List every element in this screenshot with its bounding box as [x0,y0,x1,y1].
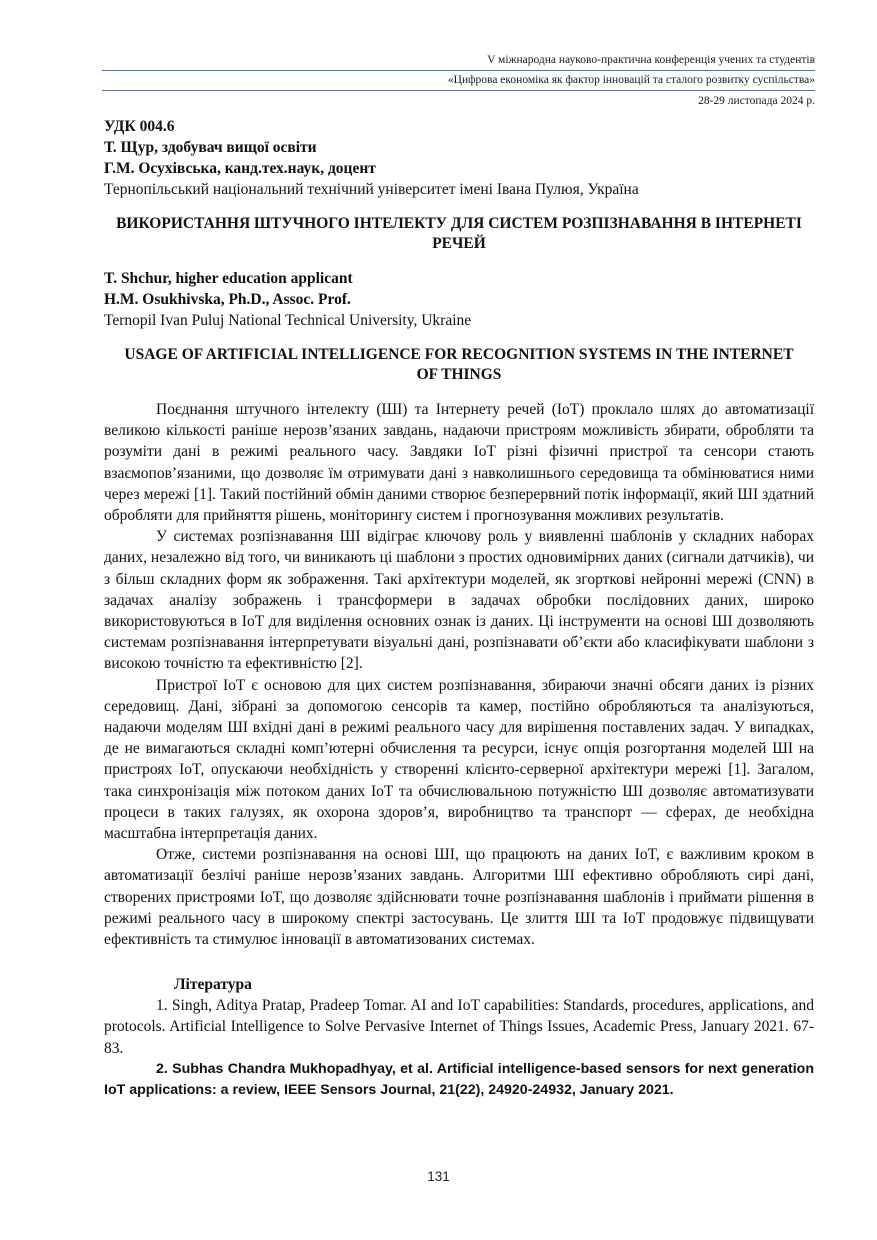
author-ua-2: Г.М. Осухівська, канд.тех.наук, доцент [104,160,376,177]
body-paragraph-1: Поєднання штучного інтелекту (ШІ) та Інтернету речей (IoT) проклало шлях до автоматизації великою кількості раніше нерозв’язаних завдань, надаючи пристроям можливість збирати, обробляти та розуміти дані в режимі реального часу. Завдяки IoT різні фізичні пристрої та сенсори стають взаємопов’язаними, що дозволяє їм отримувати дані з навколишнього середовища та обмінюватися ними через мережі [1]. Такий постійний обмін даними створює безперервний потік інформації, який ШІ здатний обробляти для прийняття рішень, моніторингу систем і прогнозування можливих результатів. [104,401,814,525]
title-en: USAGE OF ARTIFICIAL INTELLIGENCE FOR RECOGNITION SYSTEMS IN THE INTERNET OF THINGS [124,346,794,383]
page-number: 131 [427,1169,450,1184]
header-rule-top [102,70,815,71]
reference-1: 1. Singh, Aditya Pratap, Pradeep Tomar. AI and IoT capabilities: Standards, procedures, applications, and protocols. Artificial Intelligence to Solve Pervasive Internet of Things Issues, Academic Press, January 2021. 67-83. [104,997,814,1057]
author-en-2: H.M. Osukhivska, Ph.D., Assoc. Prof. [104,291,351,308]
conference-date: 28-29 листопада 2024 р. [698,95,815,107]
body-paragraph-2: У системах розпізнавання ШІ відіграє ключову роль у виявленні шаблонів у складних наборах даних, незалежно від того, чи виникають ці шаблони з простих одновимірних даних (сигнали датчиків), чи з більш складних форм як зображення. Такі архітектури моделей, як згорткові нейронні мережі (CNN) в задачах аналізу зображень і трансформери в задачах обробки послідовних даних, широко використовуються в IoT для виділення основних ознак із даних. Ці інструменти на основі ШІ дозволяють системам розпізнавання інтерпретувати візуальні дані, розпізнавати об’єкти або класифікувати шаблони з високою точністю та ефективністю [2]. [104,528,814,673]
paper-body [104,116,814,1101]
affiliation-en: Ternopil Ivan Puluj National Technical University, Ukraine [104,312,472,329]
body-paragraph-3: Пристрої IoT є основою для цих систем розпізнавання, збираючи значні обсяги даних із різних середовищ. Дані, зібрані за допомогою сенсорів та камер, постійно обробляються та аналізуються, надаючи моделям ШІ вхідні дані в режимі реального часу для вирішення поставлених задач. У випадках, де не вимагаються складні комп’ютерні обчислення та ресурси, існує опція розгортання моделей ШІ на пристроях IoT, опускаючи необхідність у створенні клієнто-серверної архітектури мережі [1]. Загалом, така синхронізація між потоком даних IoT та обчислювальною потужністю ШІ дозволяє автоматизувати процеси в таких галузях, як охорона здоров’я, виробництво та транспорт — сферах, де необхідна масштабна інтерпретація даних. [104,676,814,843]
header-rule-bottom [102,90,815,91]
affiliation-ua: Тернопільський національний технічний університет імені Івана Пулюя, Україна [104,181,639,198]
author-en-1: T. Shchur, higher education applicant [104,270,353,287]
body-paragraph-4: Отже, системи розпізнавання на основі ШІ, що працюють на даних IoT, є важливим кроком в автоматизації безлічі раніше нерозв’язаних завдань. Алгоритми ШІ ефективно обробляють сирі дані, створених пристроями IoT, що дозволяє здійснювати точне розпізнавання шаблонів і приймати рішення в режимі реального часу в широкому спектрі застосувань. Це злиття ШІ та IoT продовжує підвищувати ефективність та стимулює інновації в автоматизованих системах. [104,846,814,949]
conference-header-line2: «Цифрова економіка як фактор інновацій та сталого розвитку суспільства» [447,74,815,86]
conference-header-line1: V міжнародна науково-практична конференція учених та студентів [487,54,815,66]
udk-code: УДК 004.6 [104,118,175,135]
references-heading: Література [174,976,252,994]
reference-2: 2. Subhas Chandra Mukhopadhyay, et al. Artificial intelligence-based sensors for next generation IoT applications: a review, IEEE Sensors Journal, 21(22), 24920-24932, January 2021. [104,1060,814,1099]
title-ua: ВИКОРИСТАННЯ ШТУЧНОГО ІНТЕЛЕКТУ ДЛЯ СИСТЕМ РОЗПІЗНАВАННЯ В ІНТЕРНЕТІ РЕЧЕЙ [116,215,802,252]
author-ua-1: Т. Щур, здобувач вищої освіти [104,139,317,156]
